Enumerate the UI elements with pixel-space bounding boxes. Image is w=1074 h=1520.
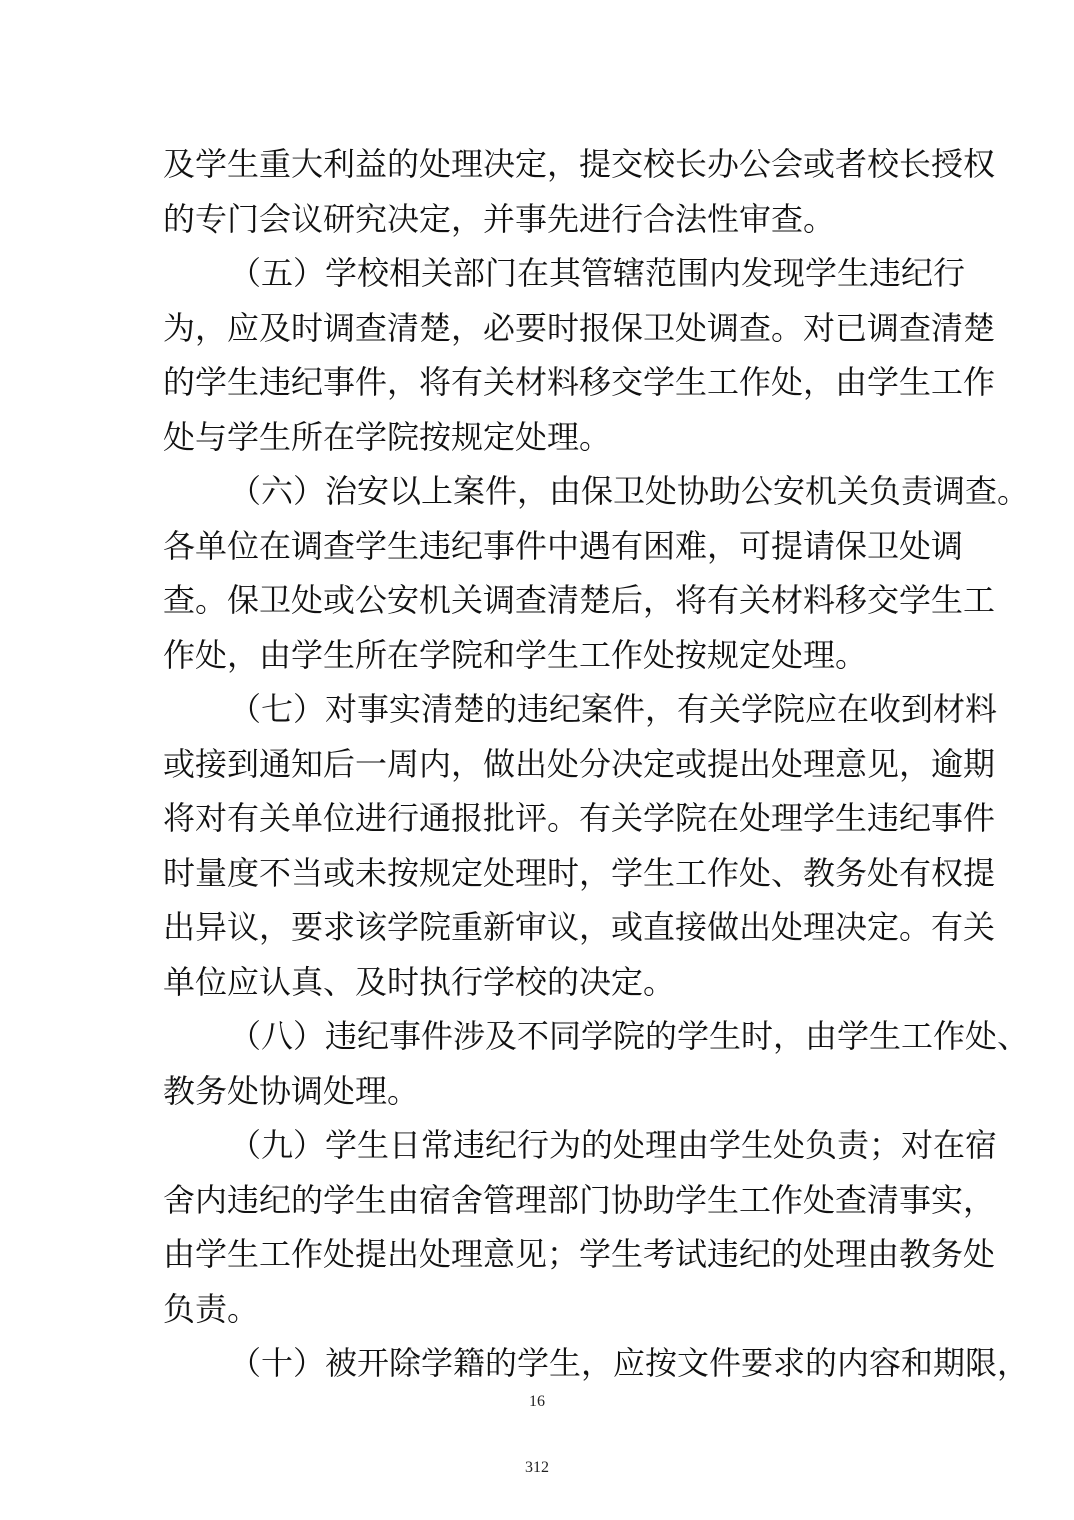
volume-page-number: 312 bbox=[525, 1459, 549, 1476]
text-line: 及学生重大利益的处理决定，提交校长办公会或者校长授权 bbox=[163, 145, 996, 183]
text-line: （七）对事实清楚的违纪案件，有关学院应在收到材料 bbox=[229, 690, 998, 728]
text-line: （六）治安以上案件，由保卫处协助公安机关负责调查。 bbox=[229, 472, 1030, 510]
text-line: 的学生违纪事件，将有关材料移交学生工作处，由学生工作 bbox=[163, 363, 996, 401]
body-text bbox=[163, 137, 1030, 1391]
page-number: 16 bbox=[529, 1393, 545, 1410]
text-line: 时量度不当或未按规定处理时，学生工作处、教务处有权提 bbox=[163, 853, 996, 892]
text-line: 查。保卫处或公安机关调查清楚后，将有关材料移交学生工 bbox=[163, 581, 996, 619]
text-line: （五）学校相关部门在其管辖范围内发现学生违纪行 bbox=[229, 254, 966, 292]
text-line: （八）违纪事件涉及不同学院的学生时，由学生工作处、 bbox=[229, 1017, 1030, 1055]
text-line: 将对有关单位进行通报批评。有关学院在处理学生违纪事件 bbox=[163, 799, 996, 837]
text-line: 的专门会议研究决定，并事先进行合法性审查。 bbox=[163, 199, 836, 238]
text-line: 单位应认真、及时执行学校的决定。 bbox=[163, 962, 676, 1001]
text-line: 作处，由学生所在学院和学生工作处按规定处理。 bbox=[163, 635, 868, 674]
text-line: 为，应及时调查清楚，必要时报保卫处调查。对已调查清楚 bbox=[163, 308, 996, 347]
text-line: 负责。 bbox=[163, 1289, 260, 1328]
text-line: 舍内违纪的学生由宿舍管理部门协助学生工作处查清事实， bbox=[163, 1180, 996, 1219]
text-line: 由学生工作处提出处理意见；学生考试违纪的处理由教务处 bbox=[163, 1235, 996, 1273]
text-line: （十）被开除学籍的学生，应按文件要求的内容和期限， bbox=[229, 1344, 1030, 1382]
text-line: 教务处协调处理。 bbox=[163, 1071, 420, 1110]
text-line: （九）学生日常违纪行为的处理由学生处负责；对在宿 bbox=[229, 1126, 998, 1164]
text-line: 处与学生所在学院按规定处理。 bbox=[163, 417, 612, 456]
text-line: 或接到通知后一周内，做出处分决定或提出处理意见，逾期 bbox=[163, 744, 996, 783]
text-line: 出异议，要求该学院重新审议，或直接做出处理决定。有关 bbox=[163, 908, 996, 946]
text-line: 各单位在调查学生违纪事件中遇有困难，可提请保卫处调 bbox=[163, 526, 964, 565]
